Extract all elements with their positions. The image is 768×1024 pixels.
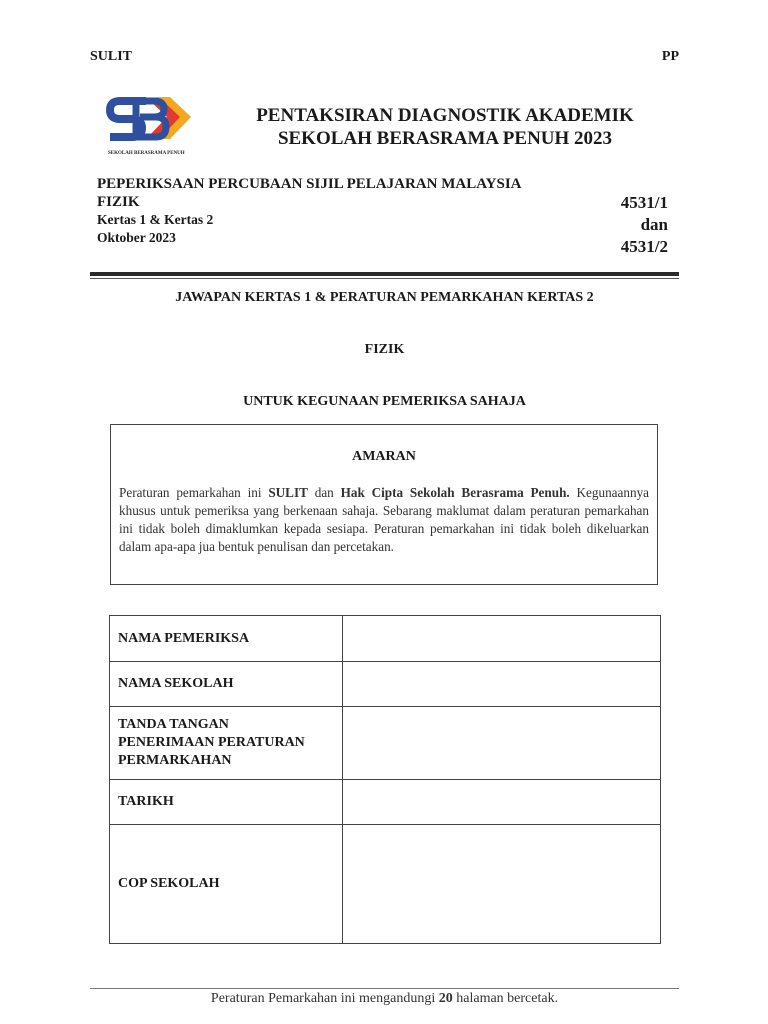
title-line-1: PENTAKSIRAN DIAGNOSTIK AKADEMIK	[256, 105, 634, 126]
document-title	[230, 104, 660, 150]
subject-heading: FIZIK	[364, 342, 405, 357]
sbp-logo	[106, 93, 198, 157]
exam-subject: FIZIK	[97, 194, 140, 210]
page-marker: PP	[661, 49, 679, 64]
form-row-school	[110, 662, 661, 707]
footer-divider	[90, 988, 679, 989]
warning-text: Peraturan pemarkahan ini SULIT dan Hak Cipta Sekolah Berasrama Penuh. Kegunaannya khusus untuk pemeriksa yang berkenaan sahaja. Sebarang maklumat dalam peraturan pemarkahan ini tidak boleh dimaklumkan kepada sesiapa. Peraturan pemarkahan ini tidak boleh dikeluarkan dalam apa-apa jua bentuk penulisan dan percetakan.	[119, 485, 650, 554]
school-name-field[interactable]	[343, 662, 661, 707]
form-row-stamp	[110, 825, 661, 944]
exam-name: PEPERIKSAAN PERCUBAAN SIJIL PELAJARAN MALAYSIA	[97, 176, 522, 192]
paper-codes	[621, 192, 668, 258]
exam-papers: Kertas 1 & Kertas 2	[97, 212, 214, 227]
examiner-form	[109, 615, 661, 944]
school-stamp-field[interactable]	[343, 825, 661, 944]
form-row-date	[110, 780, 661, 825]
date-label: TARIKH	[110, 780, 343, 825]
form-row-examiner	[110, 616, 661, 662]
form-row-signature	[110, 707, 661, 780]
exam-date: Oktober 2023	[97, 230, 176, 245]
header-divider-thin	[90, 278, 679, 279]
signature-label: TANDA TANGAN PENERIMAAN PERATURAN PERMARKAHAN	[110, 707, 343, 780]
svg-text:SEKOLAH BERASRAMA PENUH: SEKOLAH BERASRAMA PENUH	[108, 151, 185, 156]
confidential-label: SULIT	[90, 49, 133, 64]
warning-box	[110, 424, 658, 585]
paper-code-conjunction: dan	[640, 215, 668, 234]
section-heading: JAWAPAN KERTAS 1 & PERATURAN PEMARKAHAN KERTAS 2	[175, 290, 594, 305]
paper-code-1: 4531/1	[620, 193, 668, 212]
examiner-name-label: NAMA PEMERIKSA	[110, 616, 343, 662]
title-line-2: SEKOLAH BERASRAMA PENUH 2023	[277, 128, 613, 149]
warning-title: AMARAN	[352, 449, 416, 464]
paper-code-2: 4531/2	[620, 237, 668, 256]
header-divider-thick	[90, 272, 679, 276]
date-field[interactable]	[343, 780, 661, 825]
usage-note: UNTUK KEGUNAAN PEMERIKSA SAHAJA	[243, 394, 526, 409]
signature-field[interactable]	[343, 707, 661, 780]
exam-details	[97, 175, 522, 247]
school-name-label: NAMA SEKOLAH	[110, 662, 343, 707]
school-stamp-label: COP SEKOLAH	[110, 825, 343, 944]
page-count-footer: Peraturan Pemarkahan ini mengandungi 20 halaman bercetak.	[210, 991, 559, 1006]
examiner-name-field[interactable]	[343, 616, 661, 662]
